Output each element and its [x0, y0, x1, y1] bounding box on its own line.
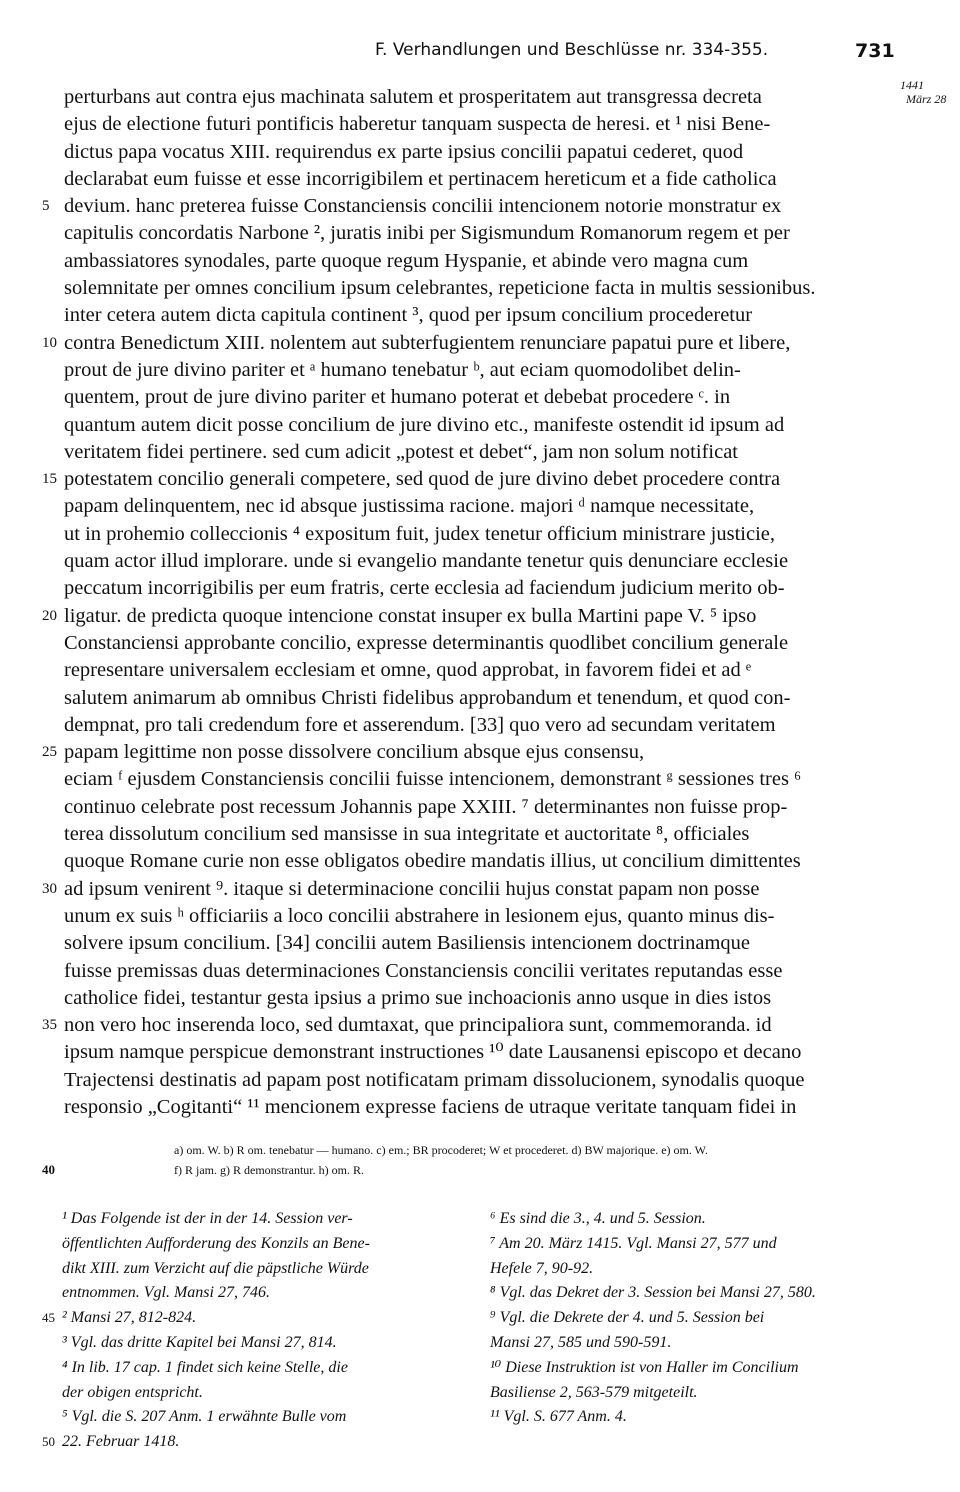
text-line: [0, 220, 894, 247]
text-line: [0, 712, 894, 739]
line-text: ejus de electione futuri pontificis haberetur tanquam suspecta de heresi. et ¹ nisi Bene-: [64, 113, 771, 136]
footnote-line: [490, 1281, 895, 1306]
line-text: dempnat, pro tali credendum fore et asserendum. [33] quo vero ad secundam veritatem: [64, 713, 776, 736]
line-number: 20: [42, 607, 57, 624]
text-line: [0, 493, 894, 520]
line-text: Trajectensi destinatis ad papam post notificatam primam dissolucionem, synodalis quoque: [64, 1068, 805, 1091]
main-text: [0, 84, 960, 1121]
line-text: ligatur. de predicta quoque intencione constat insuper ex bulla Martini pape V. ⁵ ipso: [64, 604, 757, 627]
line-text: quantum autem dicit posse concilium de jure divino etc., manifeste ostendit id ipsum ad: [64, 413, 785, 436]
text-line: [0, 958, 894, 985]
text-line: [0, 166, 894, 193]
text-line: [0, 903, 894, 930]
line-text: ambassiatores synodales, parte quoque regum Hyspanie, et abinde vero magna cum: [64, 249, 749, 272]
text-line: [0, 521, 894, 548]
line-number: 25: [42, 744, 57, 761]
variant-line: [0, 1160, 960, 1180]
footnote-line: [62, 1281, 464, 1306]
text-line: [0, 84, 894, 111]
page-number: 731: [855, 40, 895, 62]
line-text: representare universalem ecclesiam et omne, quod approbat, in favorem fidei et ad ᵉ: [64, 659, 752, 682]
text-line: [0, 821, 894, 848]
line-text: ⁷ Am 20. März 1415. Vgl. Mansi 27, 577 und: [490, 1234, 777, 1252]
line-number: 45: [42, 1310, 55, 1326]
footnote-line: [490, 1331, 895, 1356]
line-text: declarabat eum fuisse et esse incorrigibilem et pertinacem hereticum et a fide catholica: [64, 167, 777, 190]
line-text: papam legittime non posse dissolvere concilium absque ejus consensu,: [64, 741, 645, 764]
line-text: ¹¹ Vgl. S. 677 Anm. 4.: [490, 1408, 627, 1426]
text-line: [0, 630, 894, 657]
footnotes-left-column: [42, 1207, 464, 1455]
line-number: 30: [42, 880, 57, 897]
footnote-line: [62, 1405, 464, 1430]
text-line: [0, 1094, 894, 1121]
footnote-line: [42, 1430, 464, 1455]
line-text: catholice fidei, testantur gesta ipsius a primo sue inchoacionis anno usque in dies istos: [64, 986, 772, 1009]
line-text: salutem animarum ab omnibus Christi fidelibus approbandum et tenendum, et quod con-: [64, 686, 791, 709]
line-text: ipsum namque perspicue demonstrant instructiones ¹⁰ date Lausanensi episcopo et decano: [64, 1041, 802, 1064]
text-line: [0, 139, 894, 166]
line-text: quentem, prout de jure divino pariter et humano poterat et debebat procedere ᶜ. in: [64, 386, 731, 409]
line-text: veritatem fidei pertinere. sed cum adicit „potest et debet“, jam non solum notificat: [64, 440, 738, 463]
line-text: potestatem concilio generali competere, sed quod de jure divino debet procedere contra: [64, 468, 781, 491]
text-line: [0, 794, 894, 821]
footnote-line: [490, 1405, 895, 1430]
footnote-line: [490, 1356, 895, 1381]
line-text: Hefele 7, 90-92.: [490, 1259, 594, 1277]
text-line: [0, 412, 894, 439]
footnote-line: [490, 1232, 895, 1257]
margin-date-year: 1441: [900, 78, 924, 92]
text-line: [0, 248, 894, 275]
footnote-line: [62, 1381, 464, 1406]
line-text: quoque Romane curie non esse obligatos obedire mandatis illius, ut concilium dimittentes: [64, 850, 801, 873]
line-number: 50: [42, 1434, 55, 1450]
footnote-line: [42, 1306, 464, 1331]
text-line: [0, 766, 894, 793]
footnote-line: [490, 1257, 895, 1282]
footnote-line: [62, 1257, 464, 1282]
text-line: [0, 111, 894, 138]
running-head-title: F. Verhandlungen und Beschlüsse nr. 334-355.: [375, 40, 769, 60]
line-text: entnommen. Vgl. Mansi 27, 746.: [62, 1284, 270, 1302]
line-text: perturbans aut contra ejus machinata salutem et prosperitatem aut transgressa decreta: [64, 86, 762, 108]
line-text: fuisse premissas duas determinaciones Constanciensis concilii veritates reputandas esse: [64, 959, 783, 982]
footnote-line: [62, 1207, 464, 1232]
text-line: [0, 985, 894, 1012]
margin-date-day: März 28: [906, 92, 947, 106]
line-number: 5: [42, 198, 50, 215]
line-number: 10: [42, 334, 57, 351]
line-text: unum ex suis ʰ officiariis a loco concilii abstrahere in lesionem ejus, quanto minus dis-: [64, 904, 775, 927]
line-text: Constanciensi approbante concilio, expresse determinantis quodlibet concilium generale: [64, 631, 789, 654]
footnote-line: [490, 1381, 895, 1406]
text-line: [0, 1067, 894, 1094]
text-line: [0, 384, 894, 411]
text-line: [0, 439, 894, 466]
critical-apparatus: [0, 1140, 960, 1180]
line-text: dikt XIII. zum Verzicht auf die päpstliche Würde: [62, 1259, 369, 1277]
footnote-line: [62, 1356, 464, 1381]
line-text: eciam ᶠ ejusdem Constanciensis concilii fuisse intencionem, demonstrant ᵍ sessiones tres ⁶: [64, 768, 802, 791]
footnote-line: [490, 1306, 895, 1331]
line-text: ² Mansi 27, 812-824.: [62, 1309, 197, 1327]
line-number: 15: [42, 471, 57, 488]
text-line: [0, 193, 894, 220]
line-text: ⁶ Es sind die 3., 4. und 5. Session.: [490, 1210, 706, 1227]
line-text: ⁵ Vgl. die S. 207 Anm. 1 erwähnte Bulle vom: [62, 1408, 347, 1426]
text-line: [0, 466, 894, 493]
line-text: papam delinquentem, nec id absque justissima racione. majori ᵈ namque necessitate,: [64, 495, 755, 518]
text-line: [0, 302, 894, 329]
text-line: [0, 575, 894, 602]
footnote-line: [62, 1232, 464, 1257]
line-text: continuo celebrate post recessum Johannis pape XXIII. ⁷ determinantes non fuisse prop-: [64, 795, 788, 818]
text-line: [0, 930, 894, 957]
running-head: [0, 40, 960, 70]
text-line: [0, 548, 894, 575]
line-text: devium. hanc preterea fuisse Constanciensis concilii intencionem notorie monstratur ex: [64, 195, 782, 218]
line-text: öffentlichten Aufforderung des Konzils an Bene-: [62, 1234, 370, 1252]
text-line: [0, 1039, 894, 1066]
line-text: prout de jure divino pariter et ᵃ humano tenebatur ᵇ, aut eciam quomodolibet delin-: [64, 358, 741, 381]
line-text: solvere ipsum concilium. [34] concilii autem Basiliensis intencionem doctrinamque: [64, 932, 751, 955]
line-text: f) R jam. g) R demonstrantur. h) om. R.: [174, 1163, 364, 1177]
line-text: ¹⁰ Diese Instruktion ist von Haller im Concilium: [490, 1358, 799, 1376]
text-line: [0, 685, 894, 712]
line-number: 35: [42, 1017, 57, 1034]
line-text: ad ipsum venirent ⁹. itaque si determinacione concilii hujus constat papam non posse: [64, 877, 760, 900]
line-text: quam actor illud implorare. unde si evangelio mandante tenetur quis denunciare ecclesie: [64, 550, 789, 573]
line-text: contra Benedictum XIII. nolentem aut subterfugientem renunciare papatui pure et libere,: [64, 331, 791, 354]
line-text: terea dissolutum concilium sed mansisse in sua integritate et auctoritate ⁸, officiales: [64, 823, 750, 846]
line-text: ¹ Das Folgende ist der in der 14. Session ver-: [62, 1210, 353, 1227]
text-line: [0, 357, 894, 384]
line-text: peccatum incorrigibilis per eum fratris, certe ecclesia ad faciendum judicium merito ob-: [64, 577, 785, 600]
text-line: [0, 330, 894, 357]
line-text: ⁴ In lib. 17 cap. 1 findet sich keine Stelle, die: [62, 1358, 348, 1376]
line-text: ut in prohemio colleccionis ⁴ expositum fuit, judex tenetur officium ministrare justicie,: [64, 522, 776, 545]
text-line: [0, 275, 894, 302]
line-text: inter cetera autem dicta capitula continent ³, quod per ipsum concilium procederetur: [64, 304, 753, 327]
line-number: 40: [42, 1162, 55, 1177]
line-text: 22. Februar 1418.: [62, 1433, 180, 1451]
line-text: capitulis concordatis Narbone ², juratis inibi per Sigismundum Romanorum regem et per: [64, 222, 790, 245]
text-line: [0, 657, 894, 684]
line-text: a) om. W. b) R om. tenebatur — humano. c) em.; BR procoderet; W et procederet. d) BW majorique. e) om. W.: [174, 1143, 708, 1157]
text-line: [0, 739, 894, 766]
text-line: [0, 876, 894, 903]
footnotes-right-column: [490, 1207, 895, 1430]
text-line: [0, 603, 894, 630]
footnote-line: [62, 1331, 464, 1356]
line-text: der obigen entspricht.: [62, 1383, 203, 1401]
line-text: ⁹ Vgl. die Dekrete der 4. und 5. Session bei: [490, 1309, 765, 1327]
footnote-line: [490, 1207, 895, 1232]
line-text: non vero hoc inserenda loco, sed dumtaxat, que principaliora sunt, commemoranda. id: [64, 1014, 772, 1037]
line-text: Basiliense 2, 563-579 mitgeteilt.: [490, 1383, 698, 1401]
line-text: solemnitate per omnes concilium ipsum celebrantes, repeticione facta in multis sessionibus.: [64, 277, 816, 300]
line-text: responsio „Cogitanti“ ¹¹ mencionem expresse faciens de utraque veritate tanquam fidei in: [64, 1095, 797, 1118]
line-text: Mansi 27, 585 und 590-591.: [490, 1333, 672, 1351]
line-text: dictus papa vocatus XIII. requirendus ex parte ipsius concilii papatui cederet, quod: [64, 140, 744, 163]
text-line: [0, 1012, 894, 1039]
line-text: ⁸ Vgl. das Dekret der 3. Session bei Mansi 27, 580.: [490, 1284, 816, 1302]
line-text: ³ Vgl. das dritte Kapitel bei Mansi 27, 814.: [62, 1333, 337, 1351]
text-line: [0, 848, 894, 875]
variant-line: [0, 1140, 960, 1160]
